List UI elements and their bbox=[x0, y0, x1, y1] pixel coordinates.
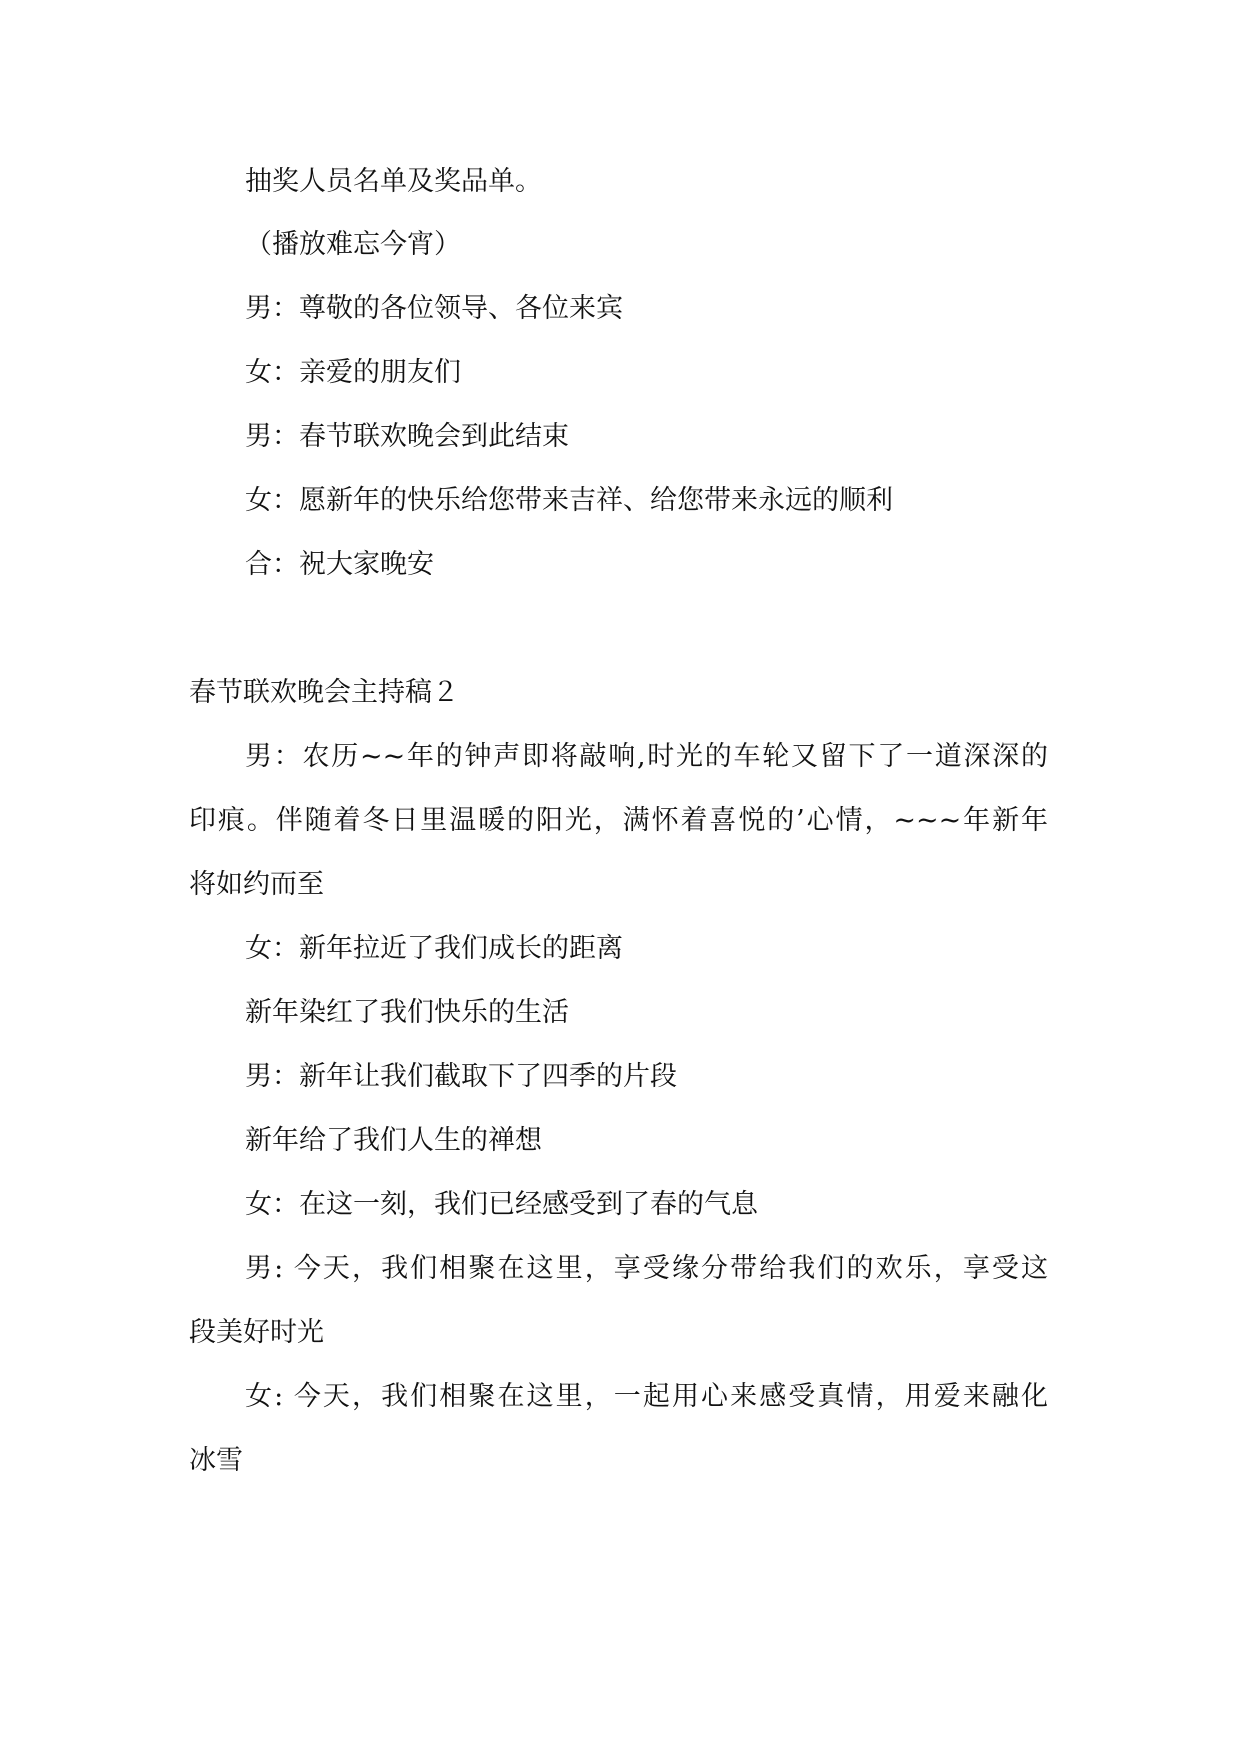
text-line: 新年染红了我们快乐的生活 bbox=[245, 997, 569, 1028]
text-line: 女：在这一刻，我们已经感受到了春的气息 bbox=[245, 1189, 758, 1220]
text-line: 女: 今天，我们相聚在这里，一起用心来感受真情，用爱来融化 bbox=[245, 1381, 1048, 1412]
text-line: 印痕。伴随着冬日里温暖的阳光，满怀着喜悦的’心情，~~~年新年 bbox=[189, 805, 1048, 836]
text-line-lottery-list: 抽奖人员名单及奖品单。 bbox=[245, 166, 542, 197]
text-line-stage-direction: （播放难忘今宵） bbox=[245, 229, 461, 260]
text-line: 男: 今天，我们相聚在这里，享受缘分带给我们的欢乐，享受这 bbox=[245, 1253, 1048, 1284]
text-line: 合：祝大家晚安 bbox=[245, 549, 434, 580]
text-line: 新年给了我们人生的禅想 bbox=[245, 1125, 542, 1156]
text-line: 女：愿新年的快乐给您带来吉祥、给您带来永远的顺利 bbox=[245, 485, 893, 516]
text-line: 男：尊敬的各位领导、各位来宾 bbox=[245, 293, 623, 324]
text-line: 男：农历~~年的钟声即将敲响,时光的车轮又留下了一道深深的 bbox=[245, 741, 1048, 772]
text-line: 男：春节联欢晚会到此结束 bbox=[245, 421, 569, 452]
text-line: 女：亲爱的朋友们 bbox=[245, 357, 461, 388]
text-line: 男：新年让我们截取下了四季的片段 bbox=[245, 1061, 677, 1092]
text-line: 冰雪 bbox=[189, 1445, 243, 1476]
section-heading: 春节联欢晚会主持稿２ bbox=[189, 677, 459, 708]
text-line: 将如约而至 bbox=[189, 869, 324, 900]
text-line: 女：新年拉近了我们成长的距离 bbox=[245, 933, 623, 964]
text-line: 段美好时光 bbox=[189, 1317, 324, 1348]
